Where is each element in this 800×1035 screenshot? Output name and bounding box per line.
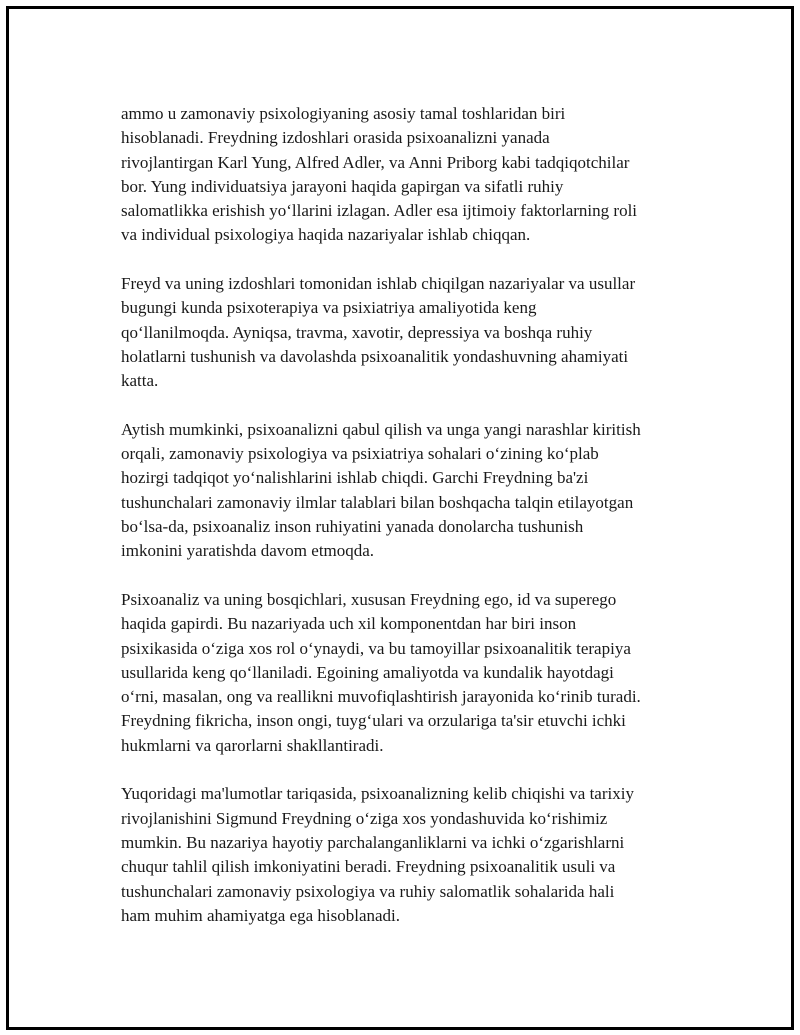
paragraph-2	[121, 272, 711, 393]
text-line: orqali, zamonaviy psixologiya va psixiatriya sohalari o‘zining ko‘plab	[121, 444, 599, 464]
page-border	[6, 6, 794, 1030]
text-line: usullarida keng qo‘llaniladi. Egoining amaliyotda va kundalik hayotdagi	[121, 662, 614, 682]
text-line: hisoblanadi. Freydning izdoshlari orasida psixoanalizni yanada	[121, 128, 550, 148]
text-line: Freydning fikricha, inson ongi, tuyg‘ulari va orzulariga ta'sir etuvchi ichki	[121, 711, 626, 731]
text-line: chuqur tahlil qilish imkoniyatini beradi. Freydning psixoanalitik usuli va	[121, 857, 616, 877]
text-line: psixikasida o‘ziga xos rol o‘ynaydi, va bu tamoyillar psixoanalitik terapiya	[121, 638, 631, 658]
text-line: bo‘lsa-da, psixoanaliz inson ruhiyatini yanada donolarcha tushunish	[121, 517, 584, 537]
text-line: Psixoanaliz va uning bosqichlari, xususan Freydning ego, id va superego	[121, 589, 617, 609]
text-line: va individual psixologiya haqida nazariyalar ishlab chiqqan.	[121, 225, 531, 245]
text-line: ammo u zamonaviy psixologiyaning asosiy tamal toshlaridan biri	[121, 104, 566, 123]
text-line: holatlarni tushunish va davolashda psixoanalitik yondashuvning ahamiyati	[121, 346, 629, 366]
text-line: imkonini yaratishda davom etmoqda.	[121, 541, 375, 561]
text-line: Yuqoridagi ma'lumotlar tariqasida, psixoanalizning kelib chiqishi va tarixiy	[121, 784, 634, 804]
text-line: Aytish mumkinki, psixoanalizni qabul qilish va unga yangi narashlar kiritish	[121, 419, 641, 439]
text-line: katta.	[121, 371, 159, 391]
text-line: rivojlanishini Sigmund Freydning o‘ziga xos yondashuvida ko‘rishimiz	[121, 808, 608, 828]
paragraph-4	[121, 588, 711, 758]
text-line: bor. Yung individuatsiya jarayoni haqida gapirgan va sifatli ruhiy	[121, 176, 564, 196]
document-body	[121, 102, 711, 952]
text-line: ham muhim ahamiyatga ega hisoblanadi.	[121, 905, 401, 925]
text-line: o‘rni, masalan, ong va reallikni muvofiqlashtirish jarayonida ko‘rinib turadi.	[121, 687, 641, 707]
text-line: hukmlarni va qarorlarni shakllantiradi.	[121, 735, 384, 755]
text-line: tushunchalari zamonaviy psixologiya va ruhiy salomatlik sohalarida hali	[121, 881, 615, 901]
text-line: Freyd va uning izdoshlari tomonidan ishlab chiqilgan nazariyalar va usullar	[121, 274, 636, 294]
paragraph-3	[121, 418, 711, 564]
text-line: haqida gapirdi. Bu nazariyada uch xil komponentdan har biri inson	[121, 614, 577, 634]
text-line: qo‘llanilmoqda. Ayniqsa, travma, xavotir, depressiya va boshqa ruhiy	[121, 322, 593, 342]
text-line: hozirgi tadqiqot yo‘nalishlarini ishlab chiqdi. Garchi Freydning ba'zi	[121, 468, 589, 488]
text-line: bugungi kunda psixoterapiya va psixiatriya amaliyotida keng	[121, 298, 537, 318]
text-line: rivojlantirgan Karl Yung, Alfred Adler, va Anni Priborg kabi tadqiqotchilar	[121, 152, 630, 172]
text-line: tushunchalari zamonaviy ilmlar talablari bilan boshqacha talqin etilayotgan	[121, 492, 634, 512]
paragraph-5	[121, 782, 711, 928]
paragraph-1	[121, 102, 711, 248]
text-line: mumkin. Bu nazariya hayotiy parchalanganliklarni va ichki o‘zgarishlarni	[121, 832, 625, 852]
text-line: salomatlikka erishish yo‘llarini izlagan. Adler esa ijtimoiy faktorlarning roli	[121, 201, 638, 221]
